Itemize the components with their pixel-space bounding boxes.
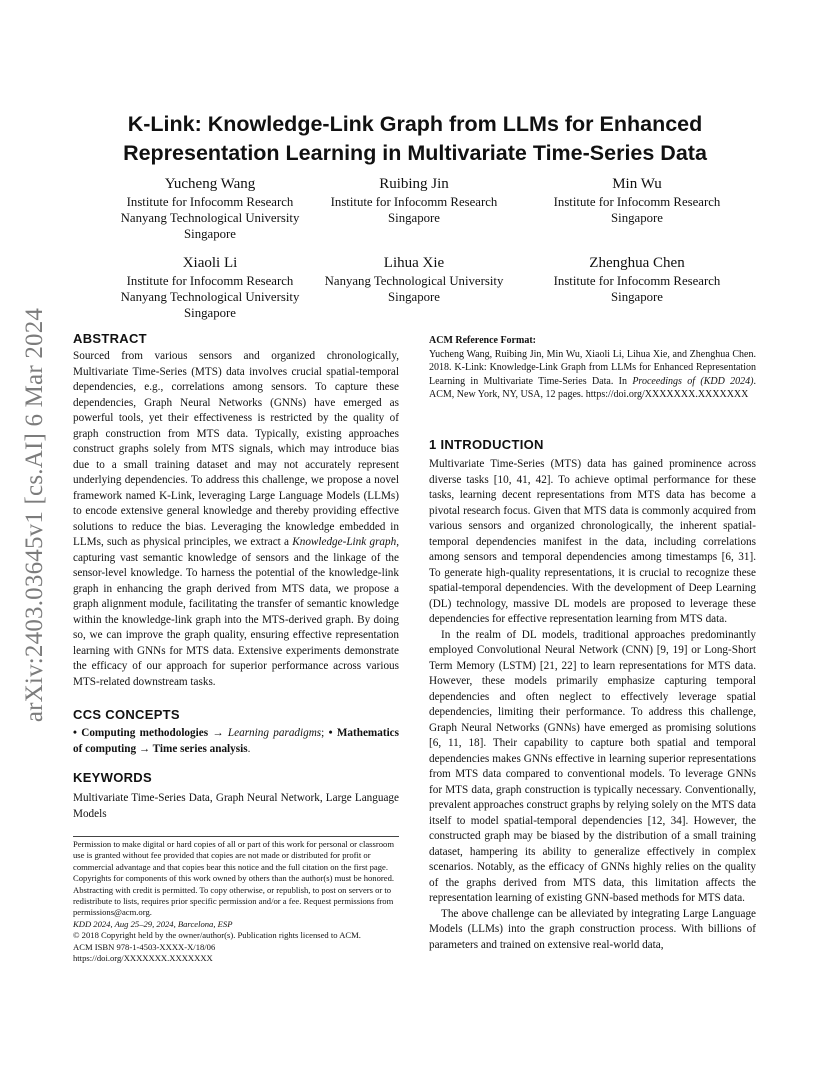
arxiv-side-label xyxy=(20,300,50,730)
author-block xyxy=(522,254,752,305)
arxiv-id-text: arXiv:2403.03645v1 [cs.AI] 6 Mar 2024 xyxy=(21,307,48,723)
author-name: Min Wu xyxy=(612,176,662,192)
author-name: Lihua Xie xyxy=(383,255,445,271)
author-affiliation: Institute for Infocomm Research xyxy=(553,274,721,288)
author-affiliation: Institute for Infocomm Research xyxy=(126,274,294,288)
author-affiliation: Nanyang Technological University xyxy=(120,290,300,304)
keywords-heading: KEYWORDS xyxy=(73,770,152,785)
author-affiliation: Singapore xyxy=(388,211,440,225)
author-affiliation: Nanyang Technological University xyxy=(324,274,504,288)
intro-paragraph: The above challenge can be alleviated by integrating Large Language Models (LLMs) into the graph construction process. With billions of parameters and trained on extensive real-world data, xyxy=(429,907,756,951)
author-affiliation: Singapore xyxy=(388,290,440,304)
footnote-block xyxy=(73,839,399,964)
ccs-body xyxy=(73,726,399,757)
intro-heading: 1 INTRODUCTION xyxy=(429,437,544,452)
footnote-rule xyxy=(73,836,399,837)
conference-line: KDD 2024, Aug 25–29, 2024, Barcelona, ESP xyxy=(73,918,233,929)
abstract-body xyxy=(73,349,399,690)
keywords-body xyxy=(73,791,399,822)
author-affiliation: Institute for Infocomm Research xyxy=(553,195,721,209)
author-affiliation: Singapore xyxy=(611,211,663,225)
ccs-heading: CCS CONCEPTS xyxy=(73,707,180,722)
knowledge-link-term: Knowledge-Link graph xyxy=(292,536,397,548)
author-name: Yucheng Wang xyxy=(164,176,256,192)
author-name: Ruibing Jin xyxy=(379,176,449,192)
author-name: Zhenghua Chen xyxy=(589,255,685,271)
doi-line: https://doi.org/XXXXXXX.XXXXXXX xyxy=(73,953,213,964)
author-block xyxy=(522,175,752,226)
isbn-line: ACM ISBN 978-1-4503-XXXX-X/18/06 xyxy=(73,941,216,952)
author-name: Xiaoli Li xyxy=(182,255,238,271)
acm-ref-heading: ACM Reference Format: xyxy=(429,335,536,346)
paper-title: K-Link: Knowledge-Link Graph from LLMs for Enhanced Representation Learning in Multivariate Time-Series Data xyxy=(123,112,707,165)
author-affiliation: Nanyang Technological University xyxy=(120,211,300,225)
permission-text: Permission to make digital or hard copies of all or part of this work for personal or classroom use is granted without fee provided that copies are not made or distributed for profit or commercial advantage and that copies bear this notice and the full citation on the first page. Copyrights for components of this work owned by others than the author(s) must be honored. Abstracting with credit is permitted. To copy otherwise, or republish, to post on servers or to redistribute to lists, requires prior specific permission and/or a fee. Request permissions from permissions@acm.org. xyxy=(73,839,395,918)
abstract-heading: ABSTRACT xyxy=(73,331,147,346)
author-affiliation: Singapore xyxy=(184,227,236,241)
copyright-line: © 2018 Copyright held by the owner/author(s). Publication rights licensed to ACM. xyxy=(73,930,361,941)
acm-reference xyxy=(429,334,756,402)
intro-paragraph: Multivariate Time-Series (MTS) data has gained prominence across diverse tasks [10, 41, 42]. To achieve optimal performance for these tasks, learning decent representations from MTS data has become a pivotal research focus. Given that MTS data is commonly acquired from various sensors and organized chronologically, the inherent spatial-temporal dependencies manifest in the data, including correlations among sensors and temporal dependencies among timestamps [6, 31]. To generate high-quality representations, it is crucial to recognize these spatial-temporal dependencies. With the development of Deep Learning (DL) technology, massive DL models are proposed to leverage these dependencies for effective representation learning from MTS data. xyxy=(429,458,756,625)
author-affiliation: Institute for Infocomm Research xyxy=(330,195,498,209)
intro-paragraph: In the realm of DL models, traditional approaches predominantly employed Convolutional Neural Network (CNN) [9, 19] or Long-Short Term Memory (LSTM) [21, 22] to learn representations for MTS data. However, these models primarily emphasize capturing temporal dependencies and often neglect to effectively leverage spatial dependencies, limiting their performance. To address this challenge, Graph Neural Networks (GNNs) have emerged as promising solutions [6, 11, 18]. Their capability to capture both spatial and temporal dependencies makes GNNs effective in learning superior representations from MTS data compared to conventional models. To leverage GNNs for MTS data, graph construction is typically necessary. Conventionally, prevalent approaches construct graphs by relying solely on the MTS data itself to model spatial-temporal dependencies [12, 34]. However, the constructed graph may be biased by the distribution of a small training dataset, hampering its ability to generalize effectively in complex scenarios. Notably, as the efficacy of GNNs highly relies on the quality of the graphs derived from MTS data, this limitation affects the representation learning of existing GNN-based methods for MTS data. xyxy=(429,628,756,904)
author-affiliation: Singapore xyxy=(611,290,663,304)
keywords-text: Multivariate Time-Series Data, Graph Neural Network, Large Language Models xyxy=(73,792,399,820)
author-affiliation: Institute for Infocomm Research xyxy=(126,195,294,209)
author-block xyxy=(299,175,529,226)
author-block xyxy=(299,254,529,305)
ccs-paragraph: • Computing methodologies → Learning paradigms; • Mathematics of computing → Time series analysis. xyxy=(73,727,399,755)
abstract-paragraph: Sourced from various sensors and organized chronologically, Multivariate Time-Series (MTS) data involves crucial spatial-temporal dependencies, e.g., correlations among sensors. To capture these dependencies, Graph Neural Networks (GNNs) have emerged as powerful tools, yet their effectiveness is restricted by the quality of graph construction from MTS data. Typically, existing approaches construct graphs solely from MTS signals, which may introduce bias due to a small training dataset and may not accurately represent underlying dependencies. To address this challenge, we propose a novel framework named K-Link, leveraging Large Language Models (LLMs) to encode extensive general knowledge and thereby providing effective solutions to reduce the bias. Leveraging the knowledge embedded in LLMs, such as physical principles, we extract a Knowledge-Link graph, capturing vast semantic knowledge of sensors and the linkage of the sensor-level knowledge. To harness the potential of the knowledge-link graph in enhancing the graph derived from MTS data, we propose a graph alignment module, facilitating the transfer of semantic knowledge within the knowledge-link graph into the MTS-derived graph. By doing so, we can improve the graph quality, ensuring effective representation learning with GNNs for MTS data. Extensive experiments demonstrate the efficacy of our approach for superior performance across various MTS-related downstream tasks. xyxy=(73,350,399,688)
acm-ref-text: Yucheng Wang, Ruibing Jin, Min Wu, Xiaoli Li, Lihua Xie, and Zhenghua Chen. 2018. K-Link: Knowledge-Link Graph from LLMs for Enhanced Representation Learning in Multivariate Time-Series Data. In Proceedings of (KDD 2024). ACM, New York, NY, USA, 12 pages. https://doi.org/XXXXXXX.XXXXXXX xyxy=(429,348,756,400)
intro-body xyxy=(429,457,756,953)
author-affiliation: Singapore xyxy=(184,306,236,320)
